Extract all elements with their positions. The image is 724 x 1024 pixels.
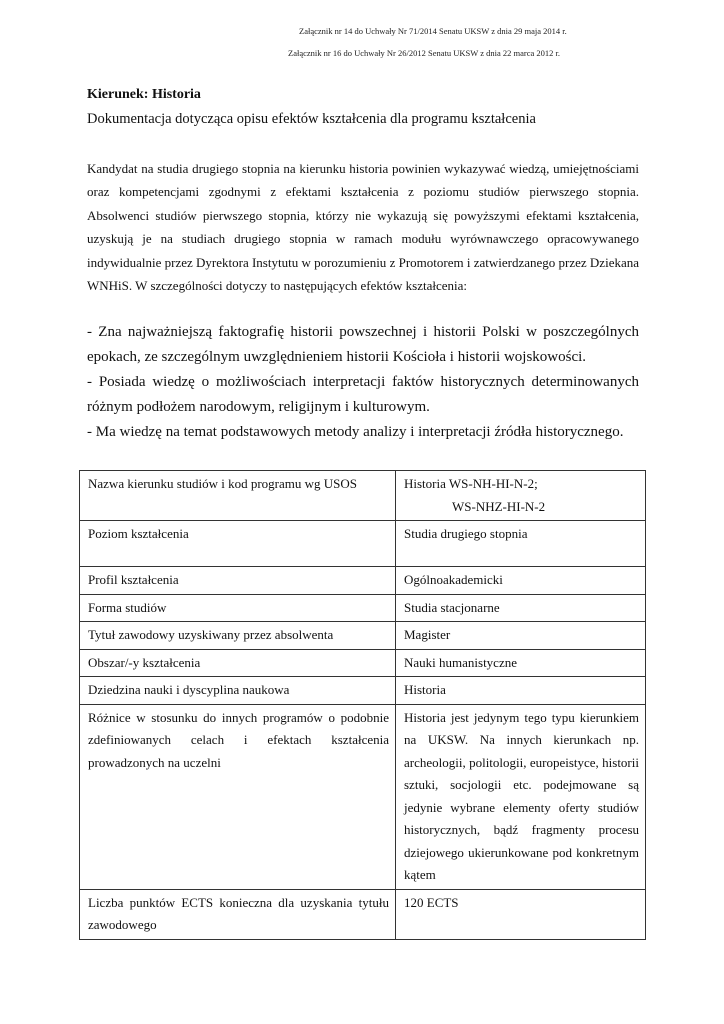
table-label-cell: Poziom kształcenia	[80, 521, 396, 567]
table-label-cell: Obszar/-y kształcenia	[80, 649, 396, 677]
table-row	[80, 622, 646, 650]
table-row	[80, 889, 646, 939]
table-value-cell: Historia	[396, 677, 646, 705]
table-label-cell: Dziedzina nauki i dyscyplina naukowa	[80, 677, 396, 705]
table-label-cell: Nazwa kierunku studiów i kod programu wg USOS	[80, 471, 396, 521]
table-label-cell: Liczba punktów ECTS konieczna dla uzyskania tytułu zawodowego	[80, 889, 396, 939]
table-label-cell: Profil kształcenia	[80, 567, 396, 595]
table-label-cell: Różnice w stosunku do innych programów o podobnie zdefiniowanych celach i efektach kształcenia prowadzonych na uczelni	[80, 704, 396, 889]
table-value-cell: Studia drugiego stopnia	[396, 521, 646, 567]
page-title: Kierunek: Historia	[87, 87, 201, 102]
header-note-resolution-2012: Załącznik nr 16 do Uchwały Nr 26/2012 Senatu UKSW z dnia 22 marca 2012 r.	[288, 48, 561, 58]
learning-outcomes-list	[87, 320, 639, 445]
intro-paragraph: Kandydat na studia drugiego stopnia na kierunku historia powinien wykazywać wiedzą, umiejętnościami oraz kompetencjami zgodnymi z efektami kształcenia z poziomu studiów pierwszego stopnia. Absolwenci studiów pierwszego stopnia, którzy nie wykazują się powyższymi efektami kształcenia, uzyskują je na studiach drugiego stopnia w ramach modułu wyrównawczego opracowywanego indywidualnie przez Dyrektora Instytutu w porozumieniu z Promotorem i zatwierdzanego przez Dziekana WNHiS. W szczególności dotyczy to następujących efektów kształcenia:	[87, 161, 639, 294]
table-value-cell: Historia jest jedynym tego typu kierunkiem na UKSW. Na innych kierunkach np. archeologii, politologii, europeistyce, historii sztuki, socjologii etc. podejmowane są jedynie wybrane elementy oferty studiów historycznych, bądź fragmenty procesu dziejowego ukierunkowane pod konkretnym kątem	[396, 704, 646, 889]
program-code-line: Historia WS-NH-HI-N-2;	[404, 476, 538, 491]
header-note-resolution-2014: Załącznik nr 14 do Uchwały Nr 71/2014 Senatu UKSW z dnia 29 maja 2014 r.	[299, 26, 567, 36]
document-subtitle: Dokumentacja dotycząca opisu efektów kształcenia dla programu kształcenia	[87, 111, 536, 127]
table-value-cell: Ogólnoakademicki	[396, 567, 646, 595]
learning-outcome-item: - Ma wiedzę na temat podstawowych metody analizy i interpretacji źródła historycznego.	[87, 424, 624, 440]
table-row	[80, 471, 646, 521]
table-label-cell: Tytuł zawodowy uzyskiwany przez absolwenta	[80, 622, 396, 650]
learning-outcome-item: - Zna najważniejszą faktografię historii powszechnej i historii Polski w poszczególnych epokach, ze szczególnym uwzględnieniem historii Kościoła i historii wojskowości.	[87, 324, 639, 365]
table-row	[80, 704, 646, 889]
table-value-cell: 120 ECTS	[396, 889, 646, 939]
learning-outcome-item: - Posiada wiedzę o możliwościach interpretacji faktów historycznych determinowanych różnym podłożem narodowym, religijnym i kulturowym.	[87, 374, 639, 415]
table-row	[80, 649, 646, 677]
table-value-cell	[396, 471, 646, 521]
table-row	[80, 567, 646, 595]
table-label-cell: Forma studiów	[80, 594, 396, 622]
table-row	[80, 677, 646, 705]
table-value-cell: Magister	[396, 622, 646, 650]
table-row	[80, 594, 646, 622]
table-value-cell: Studia stacjonarne	[396, 594, 646, 622]
table-value-cell: Nauki humanistyczne	[396, 649, 646, 677]
table-row	[80, 521, 646, 567]
program-code-line: WS-NHZ-HI-N-2	[452, 498, 546, 514]
program-info-table	[79, 470, 646, 940]
